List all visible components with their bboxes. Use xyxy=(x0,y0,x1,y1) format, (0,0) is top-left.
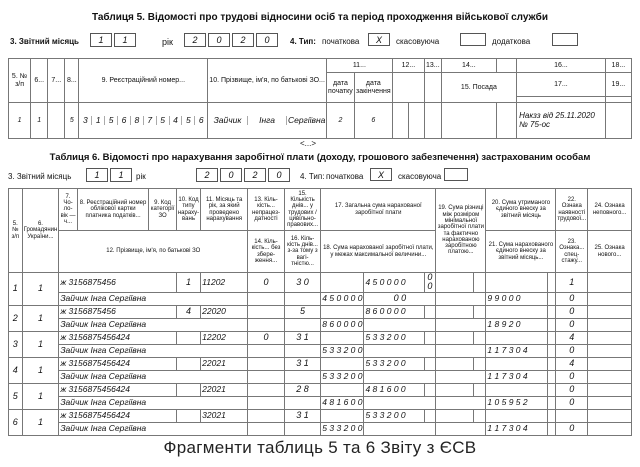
t6-row-num: 4 xyxy=(9,357,23,383)
t6-row-max: 4 5 0 0 0 0 xyxy=(322,293,363,304)
t6-row-c22 xyxy=(556,409,588,422)
t6-header-c24: 24. Ознака неповного... xyxy=(588,189,632,231)
t6-row-withheld xyxy=(486,357,547,370)
t6-header-c9: 9. Код категорії ЗО xyxy=(149,189,177,231)
t6-row-c16 xyxy=(321,357,364,370)
t6-row-max: 4 8 1 6 0 0 xyxy=(322,397,363,408)
t5-type-initial-checkbox[interactable]: X xyxy=(368,33,390,46)
t5-row-order xyxy=(517,103,606,139)
t5-reg-digit: 5 xyxy=(157,116,170,125)
t6-header-c23: 23. Ознака... спец-стажу... xyxy=(556,231,588,273)
t6-row-withheld xyxy=(486,383,547,396)
t5-month-label: 3. Звітний місяць xyxy=(10,37,79,46)
t5-row-c13 xyxy=(424,103,441,139)
t6-row-sick: 0 xyxy=(248,273,285,293)
t6-row-sick: 0 xyxy=(248,331,285,344)
t6-header-c25: 25. Ознака нового... xyxy=(588,231,632,273)
t6-row-c16b xyxy=(284,318,320,331)
t6-row-c25 xyxy=(588,318,632,331)
t6-row-name xyxy=(9,318,632,331)
t6-row-c22: 4 xyxy=(556,357,588,370)
t6-row-c16b xyxy=(284,422,320,435)
t6-row-max-kop xyxy=(364,422,436,435)
t6-row-code: ж 3156875456 xyxy=(59,273,177,293)
t6-row-withheld xyxy=(486,273,547,293)
t5-type-cancel-label: скасовуюча xyxy=(396,37,440,46)
t6-row-c16b xyxy=(284,344,320,357)
t5-order-line2: № 75-ос xyxy=(519,119,551,129)
t6-row-name xyxy=(9,370,632,383)
t6-row-sick xyxy=(248,409,285,422)
t6-row-c22: 0 xyxy=(556,383,588,396)
t6-row-total-kop xyxy=(424,305,436,318)
t6-row-code: ж 3156875456424 xyxy=(59,383,177,396)
t6-row-c19 xyxy=(436,331,473,344)
t5-year-label: рік xyxy=(162,37,173,47)
t6-row-month: 22020 xyxy=(201,305,248,318)
t6-row-c24 xyxy=(588,357,632,370)
t6-row-code: ж 3156875456424 xyxy=(59,331,177,344)
t5-row-fullname xyxy=(208,103,327,139)
t6-row-codes xyxy=(9,305,632,318)
t6-row-c19 xyxy=(436,357,473,370)
t6-header-c18: 18. Сума нарахованої заробітної плати, у межах максимальної величини... xyxy=(321,231,436,273)
t6-row-contribution: 1 1 7 3 0 4 xyxy=(486,422,547,435)
t6-row-num: 5 xyxy=(9,383,23,409)
t5-row-reg xyxy=(79,103,208,139)
t6-row-c23: 0 xyxy=(556,422,588,435)
t6-row-codes xyxy=(9,357,632,370)
t6-row-codes xyxy=(9,409,632,422)
t5-row-c12b xyxy=(408,103,424,139)
t6-row-c19-kop xyxy=(473,273,486,293)
t6-row-c24 xyxy=(588,383,632,396)
t6-row-c19 xyxy=(436,409,473,422)
t6-row-c14 xyxy=(248,292,285,305)
t6-year-label: рік xyxy=(136,172,146,181)
t6-header-c22: 22. Ознака наявності трудової... xyxy=(556,189,588,231)
t6-row-citizen: 1 xyxy=(22,305,59,331)
t5-type-add-label: додаткова xyxy=(492,37,531,46)
table6 xyxy=(8,188,632,436)
t6-row-citizen: 1 xyxy=(22,273,59,306)
t6-row-c22: 4 xyxy=(556,331,588,344)
t6-row-contribution-kop xyxy=(547,318,556,331)
t6-row-c19b xyxy=(436,396,486,409)
t5-header-c19: 19... xyxy=(605,73,631,97)
t6-row-c19b xyxy=(436,344,486,357)
t5-row-c15 xyxy=(497,103,517,139)
t6-year-cells xyxy=(196,168,292,182)
t6-row-contribution-kop xyxy=(547,344,556,357)
t6-row-citizen: 1 xyxy=(22,409,59,435)
t6-row-contribution: 1 1 7 3 0 4 xyxy=(486,344,547,357)
t6-type-cancel-label: скасовуюча xyxy=(398,172,442,181)
t6-row-c23: 0 xyxy=(556,344,588,357)
t6-row-fullname: Зайчик Інга Сергіївна xyxy=(59,422,248,435)
t6-row-code: ж 3156875456424 xyxy=(59,357,177,370)
t6-row-withheld-kop xyxy=(547,357,556,370)
t5-row-end: 6 xyxy=(354,103,392,139)
t5-header-c5: 5. № з/п xyxy=(9,59,31,103)
t5-year-cells xyxy=(184,33,280,47)
t5-header-c13-sub xyxy=(424,73,441,103)
t6-row-withheld-kop xyxy=(547,305,556,318)
t6-year-digit: 2 xyxy=(196,168,218,182)
t6-row-c19-kop xyxy=(473,409,486,422)
t6-row-c19b xyxy=(436,318,486,331)
t6-row-withheld xyxy=(486,305,547,318)
t6-row-contribution-kop xyxy=(547,292,556,305)
t6-row-month: 11202 xyxy=(201,273,248,293)
t6-row-name xyxy=(9,344,632,357)
t5-header-c15: 15. Посада xyxy=(441,73,516,103)
t6-row-c16 xyxy=(321,331,364,344)
t6-row-c16b xyxy=(284,370,320,383)
t6-row-codes xyxy=(9,273,632,293)
t6-row-max: 8 6 0 0 0 0 xyxy=(322,319,363,330)
t6-header-c21: 21. Сума нарахованого єдиного внеску за звітний місяць... xyxy=(486,231,556,273)
t5-row-num: 1 xyxy=(9,103,31,139)
t5-row-c6: 1 xyxy=(31,103,48,139)
t5-year-digit: 2 xyxy=(184,33,206,47)
t6-row-name xyxy=(9,292,632,305)
t5-type-add-checkbox[interactable] xyxy=(552,33,578,46)
t6-row-c24 xyxy=(588,273,632,293)
t6-row-c19b xyxy=(436,292,486,305)
t6-row-sick xyxy=(248,357,285,370)
t6-row-contribution: 1 1 7 3 0 4 xyxy=(486,370,547,383)
t5-year-digit: 0 xyxy=(208,33,230,47)
t5-header-c12: 12... xyxy=(392,59,424,73)
t5-header-c10: 10. Прізвище, ім'я, по батькові ЗО... xyxy=(208,59,327,103)
t6-row-category xyxy=(176,409,200,422)
t6-row-citizen: 1 xyxy=(22,357,59,383)
t6-row-total-kop xyxy=(424,383,436,396)
t6-row-days: 3 1 xyxy=(284,357,320,370)
t6-row-withheld xyxy=(486,409,547,422)
t6-row-name xyxy=(9,422,632,435)
t5-row-c14 xyxy=(441,103,496,139)
t6-row-days: 3 1 xyxy=(284,331,320,344)
t5-reg-digit: 6 xyxy=(198,115,204,126)
t6-row-c14 xyxy=(248,318,285,331)
t5-reg-digit: 5 xyxy=(182,116,195,125)
t6-row-c25 xyxy=(588,370,632,383)
t6-row-total: 4 8 1 6 0 0 xyxy=(364,383,424,396)
t6-row-c19b xyxy=(436,422,486,435)
t5-reg-digit: 7 xyxy=(144,116,157,125)
t5-row-c7 xyxy=(48,103,65,139)
t6-type-initial-checkbox[interactable]: X xyxy=(370,168,392,181)
t6-row-code: ж 3156875456424 xyxy=(59,409,177,422)
t6-row-category xyxy=(176,383,200,396)
t6-row-c19b xyxy=(436,370,486,383)
t6-month-label: 3. Звітний місяць xyxy=(8,172,72,181)
t6-row-contribution: 1 0 5 9 5 2 xyxy=(486,396,547,409)
t6-header-c13: 13. Кіль-кість... непрацез-датності xyxy=(248,189,285,231)
t6-row-c19-kop xyxy=(473,305,486,318)
t6-type-label: 4. Тип: xyxy=(300,172,325,181)
t6-row-fullname: Зайчик Інга Сергіївна xyxy=(59,318,248,331)
t5-type-cancel-checkbox[interactable] xyxy=(460,33,486,46)
t6-row-c24 xyxy=(588,305,632,318)
t6-month-cells xyxy=(86,168,134,182)
t5-header-c11: 11... xyxy=(326,59,392,73)
t6-row-num: 3 xyxy=(9,331,23,357)
t6-row-days: 5 xyxy=(284,305,320,318)
t5-type-label: 4. Тип: xyxy=(290,37,316,46)
t6-row-code: ж 3156875456 xyxy=(59,305,177,318)
t6-row-days: 2 8 xyxy=(284,383,320,396)
t6-row-max-kop: 0 0 xyxy=(364,292,436,305)
t6-row-category xyxy=(176,331,200,344)
t6-row-month: 12202 xyxy=(201,331,248,344)
t6-row-month: 32021 xyxy=(201,409,248,422)
t6-row-sick xyxy=(248,383,285,396)
t6-row-c19-kop xyxy=(473,331,486,344)
t6-row-max-kop xyxy=(364,344,436,357)
t6-row-c16 xyxy=(321,305,364,318)
t5-type-initial-label: початкова xyxy=(322,37,360,46)
t6-row-withheld xyxy=(486,331,547,344)
t6-header-c20: 20. Сума утриманого єдиного внеску за звітний місяць xyxy=(486,189,556,231)
t6-row-days: 3 0 xyxy=(284,273,320,293)
t5-header-c15-top xyxy=(497,59,517,73)
t6-row-withheld-kop xyxy=(547,383,556,396)
t6-header-c8: 8. Реєстраційний номер облікової картки платника податків... xyxy=(77,189,149,231)
t6-row-withheld-kop xyxy=(547,331,556,344)
t6-row-c24 xyxy=(588,409,632,422)
t6-row-c14 xyxy=(248,370,285,383)
t6-row-c23: 0 xyxy=(556,292,588,305)
t6-row-fullname: Зайчик Інга Сергіївна xyxy=(59,344,248,357)
t6-header-c7: 7. Чо-ло-вік — ч... xyxy=(59,189,77,231)
t6-row-category xyxy=(176,357,200,370)
t6-year-digit: 0 xyxy=(220,168,242,182)
t6-row-c23: 0 xyxy=(556,370,588,383)
t6-header-c11: 11. Місяць та рік, за який проведено нарахування xyxy=(201,189,248,231)
t6-row-max: 5 3 3 2 0 0 xyxy=(322,371,363,382)
t6-row-month: 22021 xyxy=(201,383,248,396)
t6-row-c16 xyxy=(321,383,364,396)
t6-row-total: 4 5 0 0 0 0 xyxy=(364,273,424,293)
t6-row-max: 5 3 3 2 0 0 xyxy=(322,423,363,434)
t5-row-c8: 5 xyxy=(65,103,79,139)
t6-row-total-kop: 0 0 xyxy=(424,273,436,293)
t6-row-days: 3 1 xyxy=(284,409,320,422)
t6-row-fullname: Зайчик Інга Сергіївна xyxy=(59,370,248,383)
t6-row-num: 6 xyxy=(9,409,23,435)
t5-header-c14: 14... xyxy=(441,59,496,73)
t5-reg-digit: 6 xyxy=(118,116,131,125)
t5-surname: Зайчик xyxy=(208,116,248,125)
t5-header-c6: 6... xyxy=(31,59,48,103)
t5-row-start: 2 xyxy=(326,103,354,139)
t6-row-total-kop xyxy=(424,357,436,370)
t6-row-total: 5 3 3 2 0 0 xyxy=(364,331,424,344)
table5 xyxy=(8,58,632,139)
t5-header-c9: 9. Реєстраційний номер... xyxy=(79,59,208,103)
t6-row-citizen: 1 xyxy=(22,331,59,357)
t5-reg-digit: 5 xyxy=(105,116,118,125)
t6-row-max-kop xyxy=(364,318,436,331)
t6-row-c14 xyxy=(248,396,285,409)
t6-header-c5: 5. № з/п xyxy=(9,189,23,273)
t6-header-c6: 6. Громадянин України... xyxy=(22,189,59,273)
t5-row-c18 xyxy=(605,103,631,139)
t5-patronymic: Сергіївна xyxy=(287,115,326,126)
t5-reg-digit: 8 xyxy=(131,116,144,125)
t6-row-num: 1 xyxy=(9,273,23,306)
t6-row-fullname: Зайчик Інга Сергіївна xyxy=(59,396,248,409)
t6-row-max-kop xyxy=(364,396,436,409)
t6-row-citizen: 1 xyxy=(22,383,59,409)
t6-row-max: 5 3 3 2 0 0 xyxy=(322,345,363,356)
t6-row-c24 xyxy=(588,331,632,344)
t6-row-total-kop xyxy=(424,409,436,422)
t6-type-cancel-checkbox[interactable] xyxy=(444,168,468,181)
t6-row-name xyxy=(9,396,632,409)
t5-month-cells xyxy=(90,33,138,47)
t6-row-c23: 0 xyxy=(556,396,588,409)
t6-row-total: 5 3 3 2 0 0 xyxy=(364,409,424,422)
t5-header-c11b: дата закінчення xyxy=(354,73,392,103)
t6-header-c16: 16. Кіль-кість днів... з-за тому з вагі-тністю... xyxy=(284,231,320,273)
t6-row-max-kop xyxy=(364,370,436,383)
t6-row-c16 xyxy=(321,273,364,293)
t6-row-contribution-kop xyxy=(547,396,556,409)
t5-row-c12a xyxy=(392,103,408,139)
t6-row-contribution-kop xyxy=(547,422,556,435)
table5-title: Таблиця 5. Відомості про трудові відносини осіб та період проходження військової служби xyxy=(92,12,548,23)
t6-row-total: 8 6 0 0 0 0 xyxy=(364,305,424,318)
t5-header-c12-sub xyxy=(392,73,424,103)
t6-month-digit: 1 xyxy=(86,168,108,182)
t6-row-total-kop xyxy=(424,331,436,344)
t6-row-c16 xyxy=(321,409,364,422)
t6-header-c17: 17. Загальна сума нарахованої заробітної плати xyxy=(321,189,436,231)
t6-row-c23: 0 xyxy=(556,318,588,331)
t6-header-c19: 19. Сума різниці між розміром мінімальної заробітної плати та фактично нарахованою заробітною платою... xyxy=(436,189,486,273)
t6-row-withheld-kop xyxy=(547,273,556,293)
t6-row-month: 22021 xyxy=(201,357,248,370)
t5-month-digit: 1 xyxy=(90,33,112,47)
ellipsis: <...> xyxy=(300,139,317,148)
t6-row-c25 xyxy=(588,396,632,409)
t6-row-num: 2 xyxy=(9,305,23,331)
t6-row-codes xyxy=(9,383,632,396)
t6-row-c14 xyxy=(248,344,285,357)
t6-row-c19 xyxy=(436,273,473,293)
table6-title: Таблиця 6. Відомості про нарахування заробітної плати (доходу, грошового забезпечення) застрахованим особам xyxy=(49,152,591,163)
t5-name: Інга xyxy=(248,116,288,125)
t6-year-digit: 0 xyxy=(268,168,290,182)
t6-row-codes xyxy=(9,331,632,344)
t6-body xyxy=(9,273,632,436)
t6-row-sick xyxy=(248,305,285,318)
t6-year-digit: 2 xyxy=(244,168,266,182)
t5-order-line1: Накзз від 25.11.2020 xyxy=(519,111,595,121)
t6-row-c14 xyxy=(248,422,285,435)
t6-row-total: 5 3 3 2 0 0 xyxy=(364,357,424,370)
t6-row-contribution: 9 9 0 0 0 xyxy=(486,292,547,305)
t5-month-digit: 1 xyxy=(114,33,136,47)
t6-row-c22: 1 xyxy=(556,273,588,293)
t6-row-c19 xyxy=(436,383,473,396)
t6-row-c19 xyxy=(436,305,473,318)
t5-year-digit: 2 xyxy=(232,33,254,47)
t5-year-digit: 0 xyxy=(256,33,278,47)
t6-row-contribution: 1 8 9 2 0 xyxy=(486,318,547,331)
t5-header-c17: 17... xyxy=(517,73,606,97)
t6-row-c25 xyxy=(588,344,632,357)
t5-header-c11a: дата початку xyxy=(326,73,354,103)
t6-row-category: 4 xyxy=(176,305,200,318)
t5-reg-digit: 4 xyxy=(170,116,183,125)
t6-row-c16b xyxy=(284,396,320,409)
t6-row-c25 xyxy=(588,292,632,305)
t6-header-c10: 10. Код типу нараху-вань xyxy=(176,189,200,231)
t6-header-c14: 14. Кіль-кість... без збере-ження... xyxy=(248,231,285,273)
t6-type-initial-label: початкова xyxy=(326,172,364,181)
t6-row-contribution-kop xyxy=(547,370,556,383)
figure-caption: Фрагменти таблиць 5 та 6 Звіту з ЄСВ xyxy=(163,438,477,457)
t6-header-c15: 15. Кількість днів... у трудових / цивільно-правових... xyxy=(284,189,320,231)
t5-header-c7: 7... xyxy=(48,59,65,103)
t5-reg-digit: 3 xyxy=(79,116,92,125)
t5-header-c18: 18... xyxy=(605,59,631,73)
t5-reg-digit: 1 xyxy=(92,116,105,125)
t6-row-c19-kop xyxy=(473,357,486,370)
t6-row-withheld-kop xyxy=(547,409,556,422)
t6-row-c19-kop xyxy=(473,383,486,396)
t6-header-c12: 12. Прізвище, ім'я, по батькові ЗО xyxy=(59,231,248,273)
t6-row-category: 1 xyxy=(176,273,200,293)
t6-row-c25 xyxy=(588,422,632,435)
t5-header-c13: 13... xyxy=(424,59,441,73)
t6-row-c16b xyxy=(284,292,320,305)
t5-header-c16: 16... xyxy=(517,59,606,73)
t6-row-fullname: Зайчик Інга Сергіївна xyxy=(59,292,248,305)
t6-row-c22: 0 xyxy=(556,305,588,318)
t6-month-digit: 1 xyxy=(110,168,132,182)
t5-header-c8: 8... xyxy=(65,59,79,103)
